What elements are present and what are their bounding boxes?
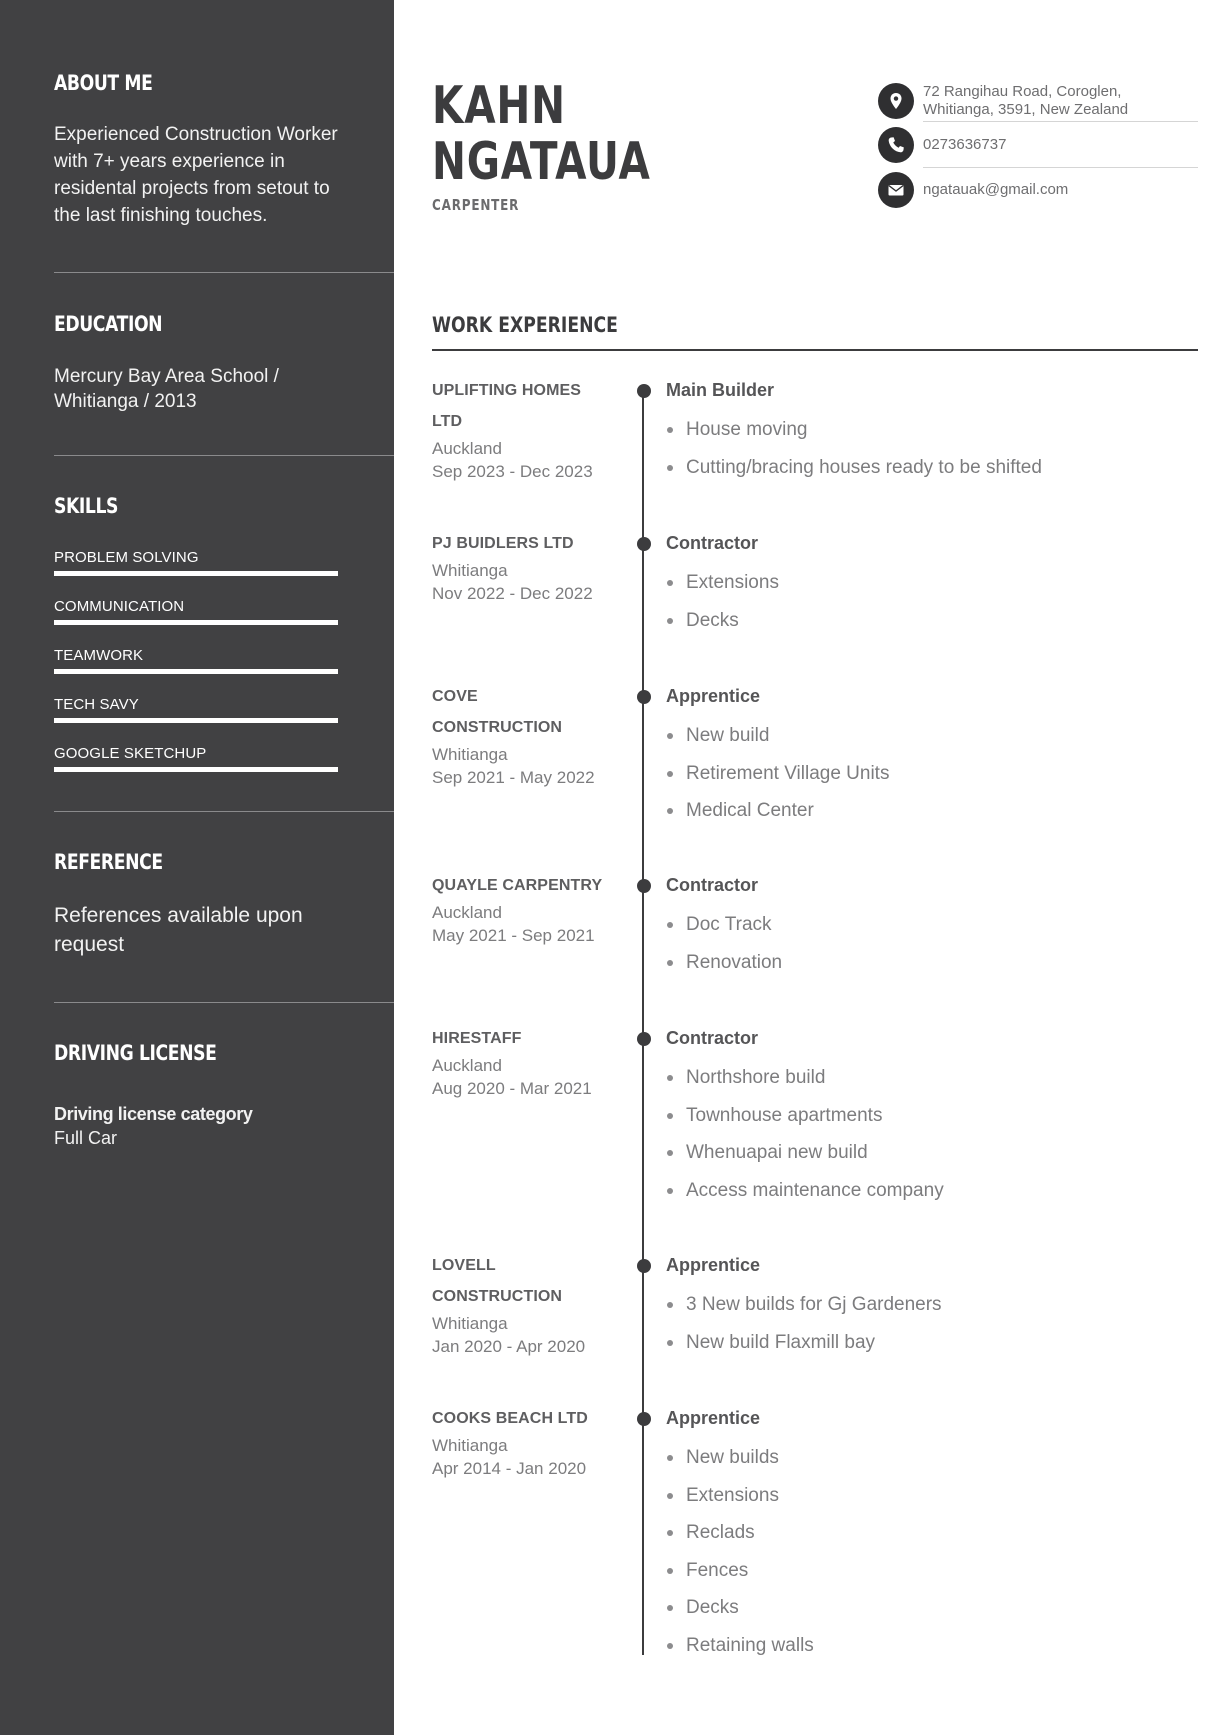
skill-level-bar — [54, 571, 338, 576]
phone-text[interactable]: 0273636737 — [923, 136, 1007, 153]
company-name: QUAYLE CARPENTRY — [432, 877, 603, 894]
work-experience-heading: WORK EXPERIENCE — [432, 313, 618, 337]
timeline-dot — [637, 1259, 651, 1273]
job-dates: Sep 2021 - May 2022 — [432, 768, 595, 787]
company-block — [432, 1250, 607, 1358]
job-role: CARPENTER — [432, 196, 520, 214]
job-duty: Northshore build — [666, 1059, 944, 1097]
job-duty: Fences — [666, 1552, 814, 1590]
skill-label: COMMUNICATION — [54, 598, 185, 615]
skills-heading: SKILLS — [54, 494, 119, 518]
envelope-icon — [878, 172, 914, 208]
job-title: Contractor — [666, 875, 759, 895]
job-title: Contractor — [666, 1028, 759, 1048]
job-duty: 3 New builds for Gj Gardeners — [666, 1286, 942, 1324]
job-location: Whitianga — [432, 561, 508, 580]
company-name: UPLIFTING HOMES — [432, 382, 582, 399]
job-duties-list — [666, 906, 782, 981]
job-duties-list — [666, 717, 889, 830]
job-dates: May 2021 - Sep 2021 — [432, 926, 595, 945]
contact-email — [878, 172, 1198, 212]
about-heading: ABOUT ME — [54, 71, 153, 95]
location-pin-icon — [878, 83, 914, 119]
skill-label: TEAMWORK — [54, 647, 144, 664]
divider — [54, 272, 394, 273]
about-text: Experienced Construction Worker with 7+ years experience in residental projects from setout to the last finishing touches. — [54, 124, 338, 226]
timeline-dot — [637, 1032, 651, 1046]
company-block — [432, 870, 607, 947]
about-section — [54, 70, 394, 229]
job-location: Auckland — [432, 903, 502, 922]
job-duties-list — [666, 411, 1042, 486]
last-name: NGATAUA — [432, 132, 651, 192]
skills-list — [54, 549, 394, 794]
contact-phone — [878, 127, 1198, 167]
job-duty: New builds — [666, 1439, 814, 1477]
skill-level-bar — [54, 767, 338, 772]
first-name: KAHN — [432, 76, 566, 136]
skill-level-bar — [54, 669, 338, 674]
job-dates: Nov 2022 - Dec 2022 — [432, 584, 593, 603]
skill-item — [54, 745, 394, 794]
driving-heading: DRIVING LICENSE — [54, 1041, 217, 1065]
skills-section — [54, 493, 394, 794]
company-block — [432, 375, 607, 483]
company-block — [432, 528, 607, 605]
job-duty: Townhouse apartments — [666, 1097, 944, 1135]
timeline-dot — [637, 690, 651, 704]
driving-label: Driving license category — [54, 1104, 253, 1124]
education-section — [54, 311, 394, 414]
candidate-name — [432, 78, 651, 190]
job-duties-list — [666, 1439, 814, 1664]
job-dates: Sep 2023 - Dec 2023 — [432, 462, 593, 481]
timeline-dot — [637, 537, 651, 551]
job-duty: New build Flaxmill bay — [666, 1324, 942, 1362]
job-title: Main Builder — [666, 380, 775, 400]
job-title: Apprentice — [666, 686, 761, 706]
skill-level-bar — [54, 620, 338, 625]
timeline-dot — [637, 384, 651, 398]
job-duty: Whenuapai new build — [666, 1134, 944, 1172]
reference-section — [54, 849, 394, 959]
education-heading: EDUCATION — [54, 312, 163, 336]
job-duty: Retaining walls — [666, 1627, 814, 1665]
skill-label: PROBLEM SOLVING — [54, 549, 199, 566]
job-title: Contractor — [666, 533, 759, 553]
job-duties-list — [666, 1286, 942, 1361]
address-text — [923, 83, 1128, 119]
job-title: Apprentice — [666, 1255, 761, 1275]
reference-heading: REFERENCE — [54, 850, 163, 874]
job-duty: Medical Center — [666, 792, 889, 830]
skill-label: TECH SAVY — [54, 696, 139, 713]
job-duty: Access maintenance company — [666, 1172, 944, 1210]
job-duties-list — [666, 564, 779, 639]
company-name: COOKS BEACH LTD — [432, 1410, 588, 1427]
divider — [54, 811, 394, 812]
job-duty: Reclads — [666, 1514, 814, 1552]
company-name-line-2: CONSTRUCTION — [432, 719, 563, 736]
company-name: PJ BUIDLERS LTD — [432, 535, 574, 552]
job-duty: New build — [666, 717, 889, 755]
reference-text: References available upon request — [54, 904, 303, 956]
job-duty: Doc Track — [666, 906, 782, 944]
phone-icon — [878, 127, 914, 163]
company-block — [432, 1403, 607, 1480]
company-name-line-2: CONSTRUCTION — [432, 1288, 563, 1305]
job-duty: Cutting/bracing houses ready to be shifted — [666, 449, 1042, 487]
job-duties-list — [666, 1059, 944, 1209]
divider — [54, 1002, 394, 1003]
skill-item — [54, 598, 394, 647]
skill-item — [54, 647, 394, 696]
email-text[interactable]: ngatauak@gmail.com — [923, 181, 1069, 198]
job-duty: Extensions — [666, 1477, 814, 1515]
company-name: HIRESTAFF — [432, 1030, 522, 1047]
driving-value: Full Car — [54, 1128, 118, 1148]
company-block — [432, 681, 607, 789]
job-location: Whitianga — [432, 1314, 508, 1333]
skill-item — [54, 549, 394, 598]
job-duty: Decks — [666, 602, 779, 640]
job-location: Whitianga — [432, 745, 508, 764]
job-title: Apprentice — [666, 1408, 761, 1428]
job-duty: Decks — [666, 1589, 814, 1627]
timeline-dot — [637, 1412, 651, 1426]
skill-level-bar — [54, 718, 338, 723]
job-dates: Aug 2020 - Mar 2021 — [432, 1079, 592, 1098]
job-location: Auckland — [432, 1056, 502, 1075]
job-dates: Jan 2020 - Apr 2020 — [432, 1337, 586, 1356]
sidebar — [0, 0, 394, 1735]
job-duty: Retirement Village Units — [666, 755, 889, 793]
job-duty: House moving — [666, 411, 1042, 449]
company-block — [432, 1023, 607, 1100]
company-name: LOVELL — [432, 1257, 496, 1274]
timeline-line — [642, 385, 644, 1655]
divider — [923, 121, 1198, 122]
company-name-line-2: LTD — [432, 413, 463, 430]
job-location: Whitianga — [432, 1436, 508, 1455]
job-duty: Renovation — [666, 944, 782, 982]
address-line-1: 72 Rangihau Road, Coroglen, — [923, 83, 1122, 100]
contact-address — [878, 83, 1198, 123]
job-location: Auckland — [432, 439, 502, 458]
divider — [54, 455, 394, 456]
job-duty: Extensions — [666, 564, 779, 602]
job-dates: Apr 2014 - Jan 2020 — [432, 1459, 587, 1478]
skill-label: GOOGLE SKETCHUP — [54, 745, 207, 762]
driving-section — [54, 1040, 394, 1150]
address-line-2: Whitianga, 3591, New Zealand — [923, 101, 1129, 118]
divider — [923, 167, 1198, 168]
company-name: COVE — [432, 688, 478, 705]
skill-item — [54, 696, 394, 745]
timeline-dot — [637, 879, 651, 893]
section-rule — [432, 349, 1198, 351]
education-text: Mercury Bay Area School / Whitianga / 2013 — [54, 366, 279, 412]
